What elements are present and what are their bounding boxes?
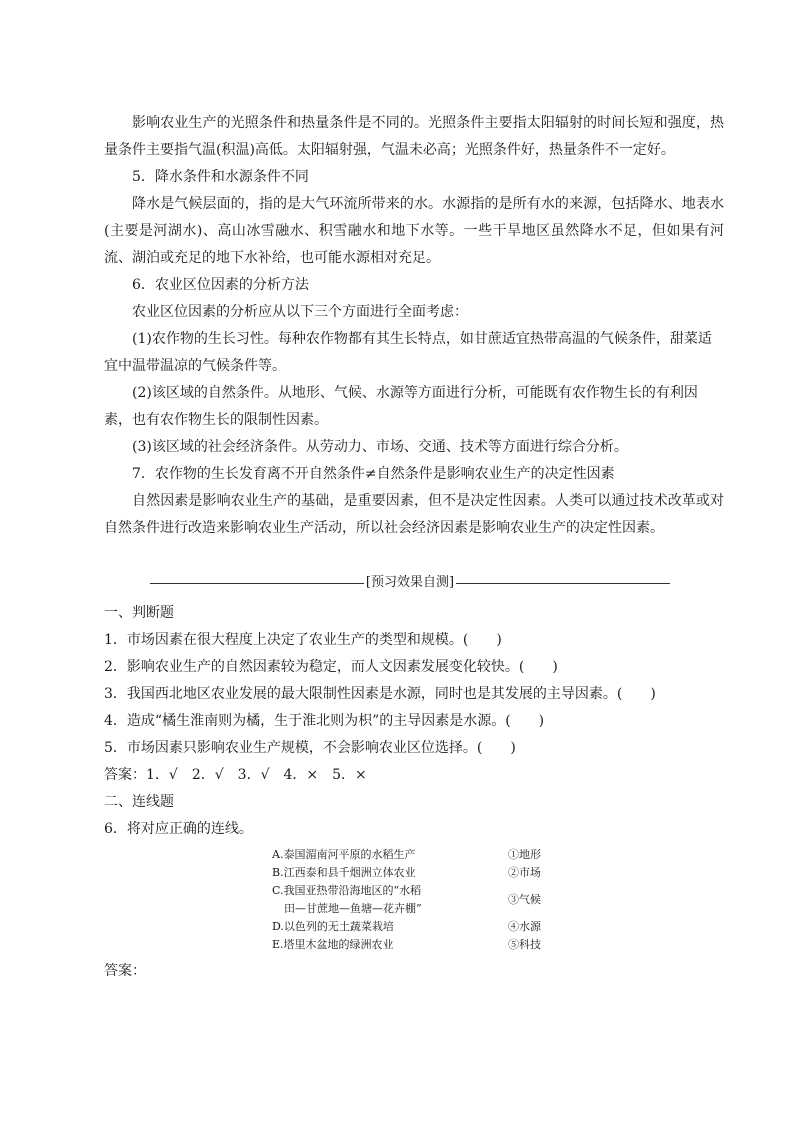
matching-right-item: ①地形 [508,848,541,861]
answer-matching: 答案： [104,963,146,979]
paragraph-light-heat: 影响农业生产的光照条件和热量条件是不同的。光照条件主要指太阳辐射的时间长短和强度，热量条件主要指气温(积温)高低。太阳辐射强，气温未必高；光照条件好，热量条件不一定好。 [104,115,724,158]
matching-table [272,846,562,954]
question-5: 5．市场因素只影响农业生产规模，不会影响农业区位选择。( ) [104,740,516,756]
section-title-matching: 二、连线题 [104,794,174,810]
matching-left-item-line1: C.我国亚热带沿海地区的“水稻 [272,884,422,897]
matching-left-item: A.泰国湄南河平原的水稻生产 [272,848,416,861]
matching-left-item: E.塔里木盆地的绿洲农业 [272,938,394,951]
matching-left-item [272,882,482,918]
list-item-3: (3)该区域的社会经济条件。从劳动力、市场、交通、技术等方面进行综合分析。 [132,439,628,455]
matching-left-item: D.以色列的无土蔬菜栽培 [272,920,394,933]
matching-row [272,936,562,954]
divider-label: [预习效果自测] [365,575,455,590]
heading-5: 5．降水条件和水源条件不同 [132,169,309,185]
matching-right-item: ⑤科技 [508,938,541,951]
matching-row [272,918,562,936]
matching-right-item: ③气候 [508,893,541,906]
self-test-section [104,600,724,843]
question-2: 2．影响农业生产的自然因素较为稳定，而人文因素发展变化较快。( ) [104,659,558,675]
heading-6: 6．农业区位因素的分析方法 [132,277,309,293]
list-item-2: (2)该区域的自然条件。从地形、气候、水源等方面进行分析，可能既有农作物生长的有利因素，也有农作物生长的限制性因素。 [104,385,698,428]
question-6: 6．将对应正确的连线。 [104,821,253,837]
matching-row [272,846,562,864]
matching-right-item: ②市场 [508,866,541,879]
section-title-judgement: 一、判断题 [104,605,174,621]
heading-7: 7．农作物的生长发育离不开自然条件≠自然条件是影响农业生产的决定性因素 [132,466,615,482]
paragraph-natural-factors: 自然因素是影响农业生产的基础，是重要因素，但不是决定性因素。人类可以通过技术改革或对自然条件进行改造来影响农业生产活动，所以社会经济因素是影响农业生产的决定性因素。 [104,493,724,536]
paragraph-precipitation: 降水是气候层面的，指的是大气环流所带来的水。水源指的是所有水的来源，包括降水、地表水(主要是河湖水)、高山冰雪融水、积雪融水和地下水等。一些干旱地区虽然降水不足，但如果有河流、湖泊或充足的地下水补给，也可能水源相对充足。 [104,196,724,266]
divider-line-right [456,583,670,584]
explanation-section [104,110,724,542]
matching-left-item-line2: 田—甘蔗地—鱼塘—花卉棚” [284,902,422,915]
question-3: 3．我国西北地区农业发展的最大限制性因素是水源，同时也是其发展的主导因素。( ) [104,686,656,702]
matching-left-item: B.江西泰和县千烟洲立体农业 [272,866,416,879]
matching-row [272,864,562,882]
paragraph-analysis-intro: 农业区位因素的分析应从以下三个方面进行全面考虑： [132,304,468,320]
divider-line-left [150,583,364,584]
matching-right-item: ④水源 [508,920,541,933]
list-item-1: (1)农作物的生长习性。每种农作物都有其生长特点，如甘蔗适宜热带高温的气候条件，甜菜适宜中温带温凉的气候条件等。 [104,331,712,374]
question-4: 4．造成“橘生淮南则为橘，生于淮北则为枳”的主导因素是水源。( ) [104,713,545,729]
matching-row [272,882,562,918]
answer-judgement: 答案：1．√ 2．√ 3．√ 4．× 5．× [104,767,367,783]
section-divider [150,573,670,593]
question-1: 1．市场因素在很大程度上决定了农业生产的类型和规模。( ) [104,632,502,648]
